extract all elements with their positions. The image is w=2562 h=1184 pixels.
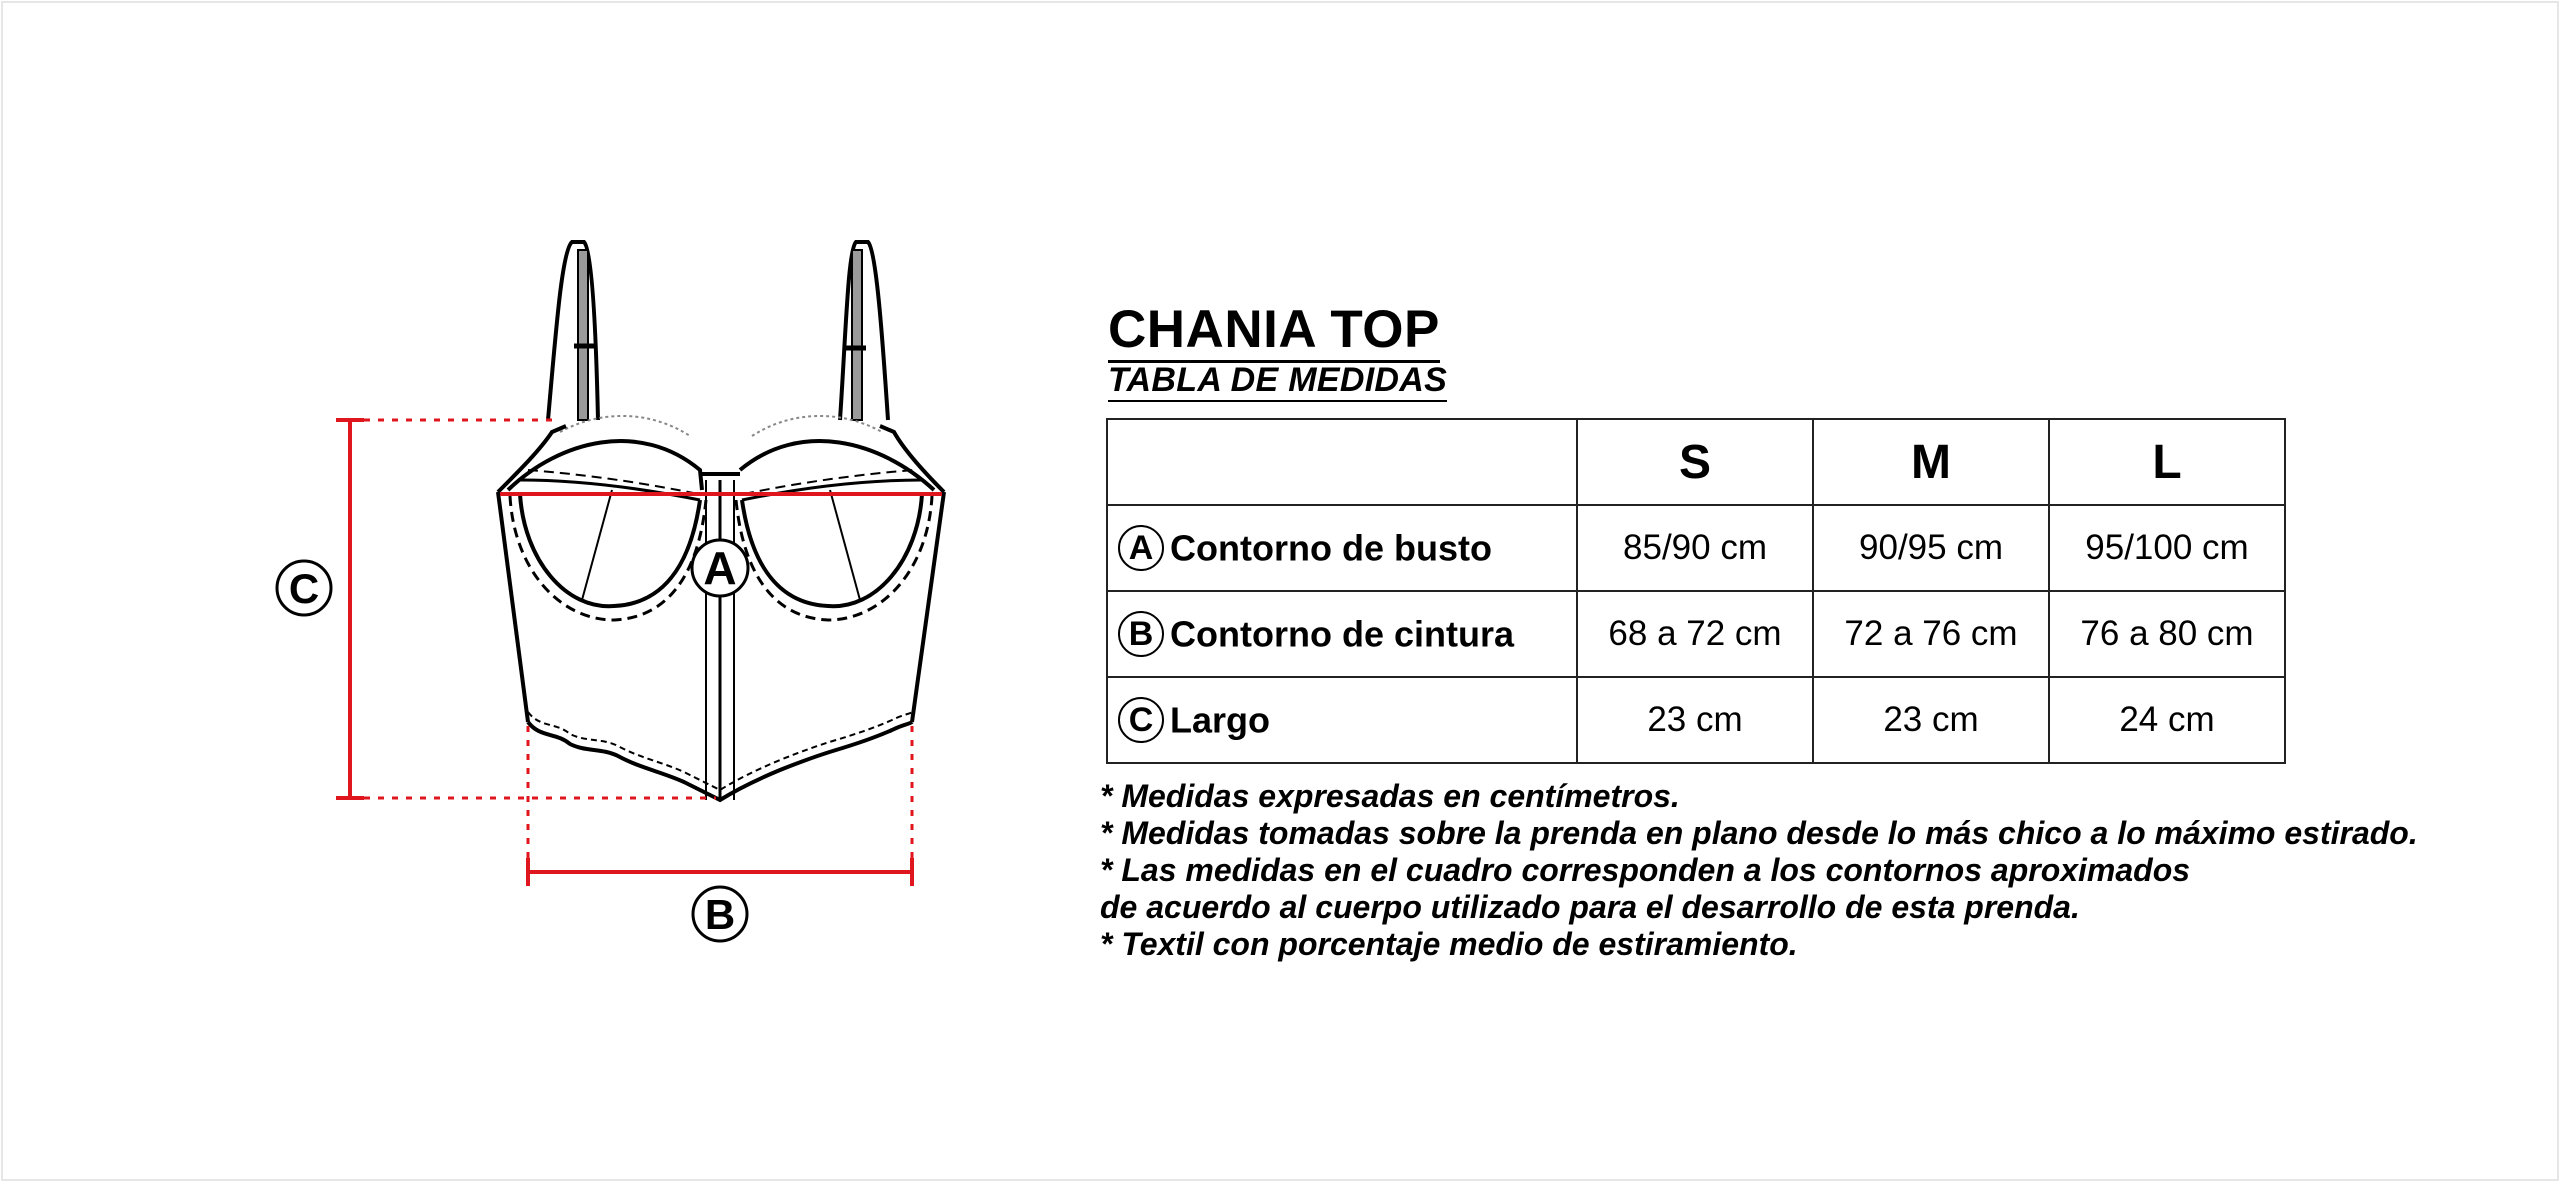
table-row [1107,505,2285,591]
table-cell: 23 cm [1813,677,2049,763]
size-chart-subtitle: TABLA DE MEDIDAS [1108,360,1447,402]
marker-c [277,561,331,615]
marker-b-badge: B [1118,611,1164,657]
length-label: Largo [1170,699,1271,741]
table-cell: 24 cm [2049,677,2285,763]
table-row [1107,677,2285,763]
garment-diagram [0,0,1060,1184]
header-empty [1107,419,1577,505]
marker-a-badge: A [1118,525,1164,571]
table-cell: 68 a 72 cm [1577,591,1813,677]
table-header-row [1107,419,2285,505]
row-label-length [1107,677,1577,763]
note-line: de acuerdo al cuerpo utilizado para el desarrollo de esta prenda. [1100,889,2080,925]
row-label-waist [1107,591,1577,677]
table-cell: 23 cm [1577,677,1813,763]
table-cell: 95/100 cm [2049,505,2285,591]
svg-text:C: C [288,565,320,612]
size-table [1106,418,2286,764]
row-label-bust [1107,505,1577,591]
header-size-m: M [1813,419,2049,505]
note-line: * Medidas expresadas en centímetros. [1100,778,1680,814]
table-cell: 72 a 76 cm [1813,591,2049,677]
header-size-s: S [1577,419,1813,505]
note-line: * Textil con porcentaje medio de estiramiento. [1100,926,1798,962]
marker-a [692,540,748,596]
right-strap [840,242,888,420]
note-line: * Las medidas en el cuadro corresponden a los contornos aproximados [1100,852,2191,888]
center-gore [702,474,740,800]
product-title: CHANIA TOP [1108,300,1440,363]
table-cell: 76 a 80 cm [2049,591,2285,677]
table-row [1107,591,2285,677]
bust-label: Contorno de busto [1170,527,1492,569]
svg-text:B: B [704,891,736,938]
left-cup [508,416,706,620]
left-strap [548,242,598,420]
table-cell: 90/95 cm [1813,505,2049,591]
table-cell: 85/90 cm [1577,505,1813,591]
waist-label: Contorno de cintura [1170,613,1514,655]
measurement-notes [1100,778,2418,963]
header-size-l: L [2049,419,2285,505]
svg-text:A: A [703,542,737,594]
marker-b [693,887,747,941]
marker-c-badge: C [1118,697,1164,743]
note-line: * Medidas tomadas sobre la prenda en plano desde lo más chico a lo máximo estirado. [1100,815,2418,851]
